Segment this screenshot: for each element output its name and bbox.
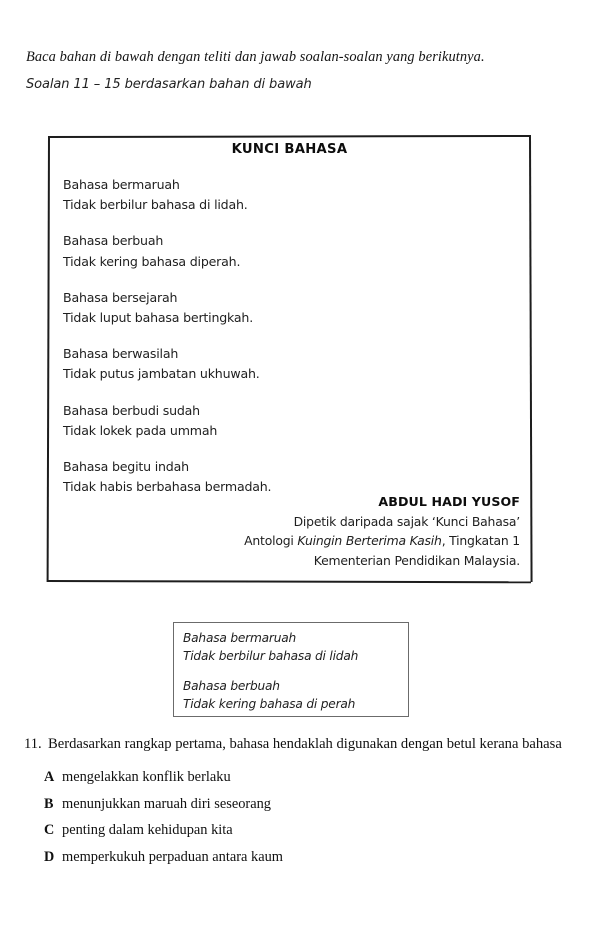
poem-stanza [63, 175, 521, 215]
poem-box-border-right [529, 136, 532, 582]
poem-line: Bahasa bersejarah [63, 289, 178, 305]
poem-source: Dipetik daripada sajak ‘Kunci Bahasa’ [293, 513, 520, 529]
option-d[interactable] [44, 849, 584, 876]
poem-title: KUNCI BAHASA [231, 142, 348, 157]
anthology-suffix: , Tingkatan 1 [441, 533, 520, 548]
option-text: menunjukkan maruah diri seseorang [62, 795, 272, 812]
quote-excerpt-box [173, 622, 409, 717]
anthology-title: Kuingin Berterima Kasih [297, 533, 442, 548]
poem-line: Bahasa berwasilah [63, 346, 179, 362]
poem-box [48, 136, 531, 582]
option-text: penting dalam kehidupan kita [62, 822, 233, 838]
instruction-primary: Baca bahan di bawah dengan teliti dan jawab soalan-soalan yang berikutnya. [26, 49, 485, 65]
option-letter: C [44, 822, 55, 838]
question-text: Berdasarkan rangkap pertama, bahasa hendaklah digunakan dengan betul kerana bahasa [48, 736, 562, 752]
quote-line: Tidak berbilur bahasa di lidah [183, 648, 359, 663]
poem-stanza [63, 344, 521, 384]
option-b[interactable] [44, 796, 584, 823]
poem-line: Tidak kering bahasa diperah. [63, 253, 241, 269]
poem-stanza [63, 288, 521, 328]
poem-line: Bahasa begitu indah [63, 459, 189, 475]
poem-line: Tidak berbilur bahasa di lidah. [63, 197, 248, 213]
poem-box-border-bottom [48, 580, 531, 583]
poem-author: ABDUL HADI YUSOF [378, 494, 520, 509]
poem-line: Bahasa bermaruah [63, 177, 180, 192]
option-a[interactable] [44, 769, 584, 796]
poem-attribution [244, 492, 520, 570]
quote-line: Tidak kering bahasa di perah [183, 696, 356, 711]
poem-stanza [63, 231, 521, 271]
option-text: memperkukuh perpaduan antara kaum [62, 848, 283, 865]
poem-line: Bahasa berbuah [63, 233, 164, 249]
poem-line: Bahasa berbudi sudah [63, 402, 200, 418]
poem-body [63, 175, 521, 497]
quote-stanza [183, 630, 402, 665]
quote-stanza [183, 678, 402, 713]
poem-line: Tidak luput bahasa bertingkah. [63, 310, 254, 326]
poem-publisher: Kementerian Pendidikan Malaysia. [313, 552, 520, 568]
question-11 [24, 734, 594, 754]
poem-line: Tidak habis berbahasa bermadah. [63, 479, 272, 495]
quote-line: Bahasa berbuah [183, 679, 280, 693]
option-letter: D [44, 848, 55, 865]
option-letter: A [44, 769, 55, 785]
instruction-question-range: Soalan 11 – 15 berdasarkan bahan di bawah [26, 77, 312, 92]
poem-box-border-left [47, 136, 50, 582]
question-number: 11. [24, 736, 42, 752]
poem-anthology [244, 531, 520, 551]
poem-box-border-top [48, 135, 531, 138]
option-text: mengelakkan konflik berlaku [62, 769, 231, 785]
quote-body [183, 630, 402, 713]
option-c[interactable] [44, 822, 584, 849]
poem-line: Tidak lokek pada ummah [63, 422, 218, 438]
answer-options [44, 769, 584, 875]
quote-line: Bahasa bermaruah [183, 631, 297, 645]
anthology-prefix: Antologi [244, 533, 298, 548]
poem-stanza [63, 401, 521, 441]
poem-line: Tidak putus jambatan ukhuwah. [63, 366, 260, 382]
option-letter: B [44, 795, 54, 812]
